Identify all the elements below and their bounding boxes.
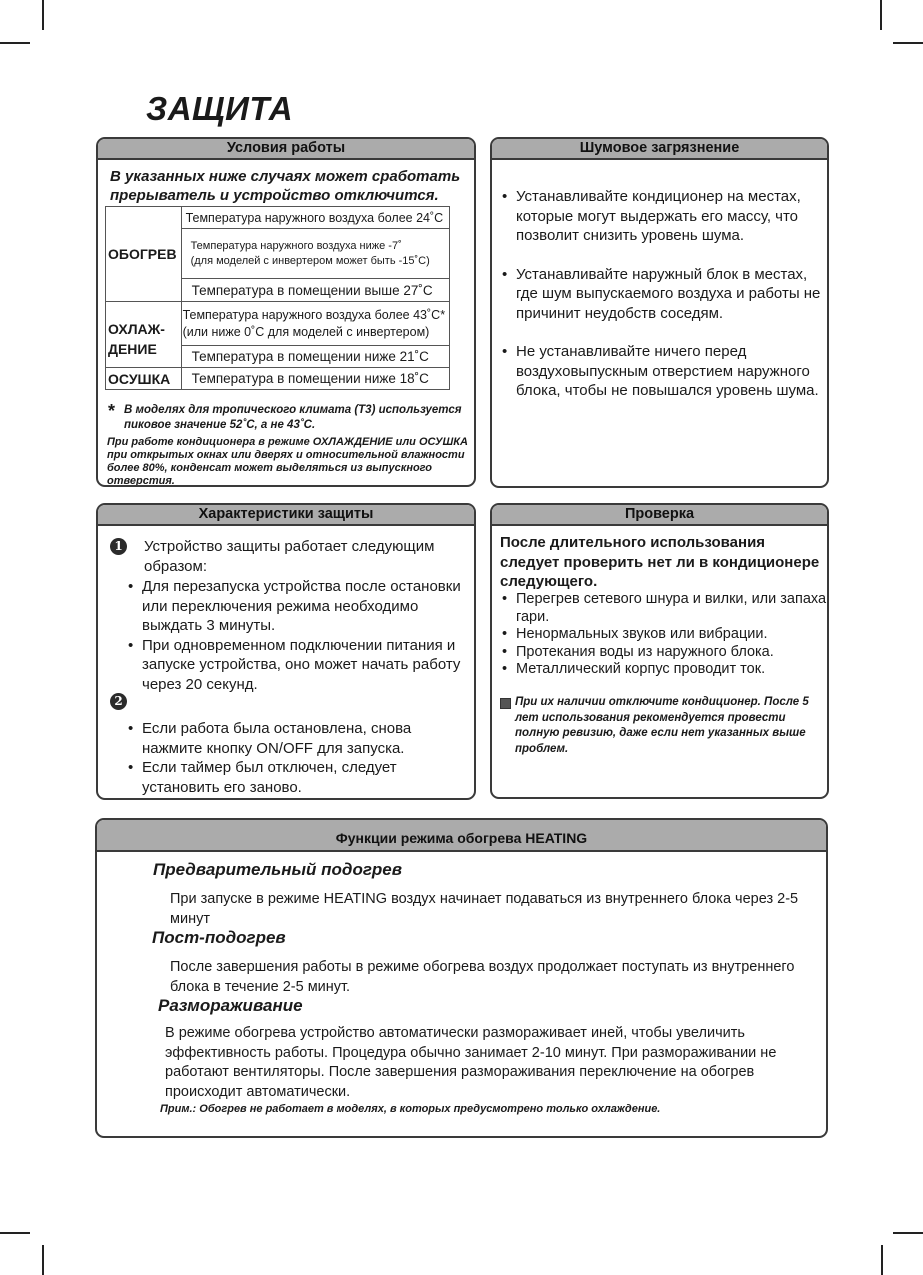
noise-list xyxy=(502,187,827,420)
table-row xyxy=(106,368,450,390)
crop-mark xyxy=(893,42,923,44)
panel-header: Функции режима обогрева HEATING xyxy=(97,820,826,852)
note-checkbox-icon xyxy=(500,698,511,709)
condition-cell: Температура в помещении выше 27˚C xyxy=(181,279,449,302)
conditions-table xyxy=(105,206,450,390)
crop-mark xyxy=(881,1245,883,1275)
crop-mark xyxy=(42,0,44,30)
condition-cell xyxy=(181,229,449,279)
noise-panel xyxy=(490,137,829,488)
list-item: • При одновременном подключении питания и запуске устройства, оно может начать работу через 20 секунд. xyxy=(128,636,473,695)
list-item: • Металлический корпус проводит ток. xyxy=(502,661,827,679)
list-item: • Протекания воды из наружного блока. xyxy=(502,644,827,662)
mode-label-line: ДЕНИЕ xyxy=(108,340,157,357)
list-item: • Если работа была остановлена, снова нажмите кнопку ON/OFF для запуска. xyxy=(128,719,473,758)
section-text-preheat: При запуске в режиме HEATING воздух начинает подаваться из внутреннего блока через 2-5 минут xyxy=(170,891,799,927)
section-title-postheat: Пост-подогрев xyxy=(152,928,286,947)
footnote-text: В моделях для тропического климата (T3) используется пиковое значение 52˚C, а не 43˚C. xyxy=(124,404,462,431)
crop-mark xyxy=(0,42,30,44)
mode-dry: ОСУШКА xyxy=(106,368,182,390)
table-row xyxy=(106,302,450,346)
number-two-icon: 2 xyxy=(110,693,127,710)
table-row xyxy=(106,207,450,229)
heating-note: Прим.: Обогрев не работает в моделях, в которых предусмотрено только охлаждение. xyxy=(160,1103,661,1115)
page-title: ЗАЩИТА xyxy=(146,90,294,127)
section-title-preheat: Предварительный подогрев xyxy=(153,860,403,879)
protection-list-1 xyxy=(128,577,473,694)
list-item: • Перегрев сетевого шнура и вилки, или запаха гари. xyxy=(502,591,827,626)
inspection-note: При их наличии отключите кондиционер. После 5 лет использования рекомендуется провести полную ревизию, даже если нет указанных выше проблем. xyxy=(515,696,809,755)
condensate-note: При работе кондиционера в режиме ОХЛАЖДЕНИЕ или ОСУШКА при открытых окнах или дверях и относительной влажности более 80%, конденсат может выделяться из выпускного отверстия. xyxy=(107,436,468,487)
condition-cell: Температура в помещении ниже 18˚C xyxy=(181,368,449,390)
mode-heating: ОБОГРЕВ xyxy=(106,207,182,302)
condition-line: Температура наружного воздуха более 43˚C* xyxy=(182,307,446,322)
lead-text: В указанных ниже случаях может сработать прерыватель и устройство отключится. xyxy=(110,168,461,204)
operating-conditions-panel xyxy=(96,137,476,487)
section-text-postheat: После завершения работы в режиме обогрева воздух продолжает поступать из внутреннего блока в течение 2-5 минут. xyxy=(170,959,795,995)
mode-label-line: ОХЛАЖ- xyxy=(108,320,165,337)
list-item: • Если таймер был отключен, следует установить его заново. xyxy=(128,758,473,797)
panel-header: Проверка xyxy=(492,505,827,526)
list-item: • Не устанавливайте ничего перед воздуховыпускным отверстием наружного блока, чтобы не повышался уровень шума. xyxy=(502,342,827,401)
protection-list-2 xyxy=(128,719,473,797)
inspection-lead: После длительного использования следует проверить нет ли в кондиционере следующего. xyxy=(500,534,820,590)
list-item: • Устанавливайте наружный блок в местах, где шум выпускаемого воздуха и работы не причинит неудобств соседям. xyxy=(502,265,827,324)
condition-cell: Температура в помещении ниже 21˚C xyxy=(181,346,449,368)
list-item: • Для перезапуска устройства после остановки или переключения режима необходимо выждать 3 минуты. xyxy=(128,577,473,636)
condition-cell: Температура наружного воздуха более 24˚C xyxy=(181,207,449,229)
protection-intro: Устройство защиты работает следующим образом: xyxy=(144,538,435,575)
mode-cooling xyxy=(106,302,182,368)
inspection-panel xyxy=(490,503,829,799)
condition-line: (или ниже 0˚C для моделей с инвертером) xyxy=(182,324,430,339)
protection-panel xyxy=(96,503,476,800)
condition-cell xyxy=(181,302,449,346)
condition-line: (для моделей с инвертером может быть -15˚C) xyxy=(190,254,430,267)
condition-line: Температура наружного воздуха ниже -7˚ xyxy=(190,239,402,252)
section-text-defrost: В режиме обогрева устройство автоматически размораживает иней, чтобы увеличить эффективность работы. Процедура обычно занимает 2-10 минут. При размораживании не работают вентиляторы. После завершения размораживания переключение на обогрев происходит автоматически. xyxy=(165,1025,777,1100)
panel-header: Характеристики защиты xyxy=(98,505,474,526)
crop-mark xyxy=(880,0,882,30)
list-item: • Ненормальных звуков или вибрации. xyxy=(502,626,827,644)
crop-mark xyxy=(893,1232,923,1234)
panel-header: Шумовое загрязнение xyxy=(492,139,827,160)
panel-header: Условия работы xyxy=(98,139,474,160)
crop-mark xyxy=(42,1245,44,1275)
asterisk-mark: * xyxy=(108,401,116,421)
list-item: • Устанавливайте кондиционер на местах, которые могут выдержать его массу, что позволит снизить уровень шума. xyxy=(502,187,827,246)
section-title-defrost: Размораживание xyxy=(158,996,303,1015)
number-one-icon: 1 xyxy=(110,538,127,555)
heating-functions-panel xyxy=(95,818,828,1138)
crop-mark xyxy=(0,1232,30,1234)
inspection-list xyxy=(502,591,827,679)
